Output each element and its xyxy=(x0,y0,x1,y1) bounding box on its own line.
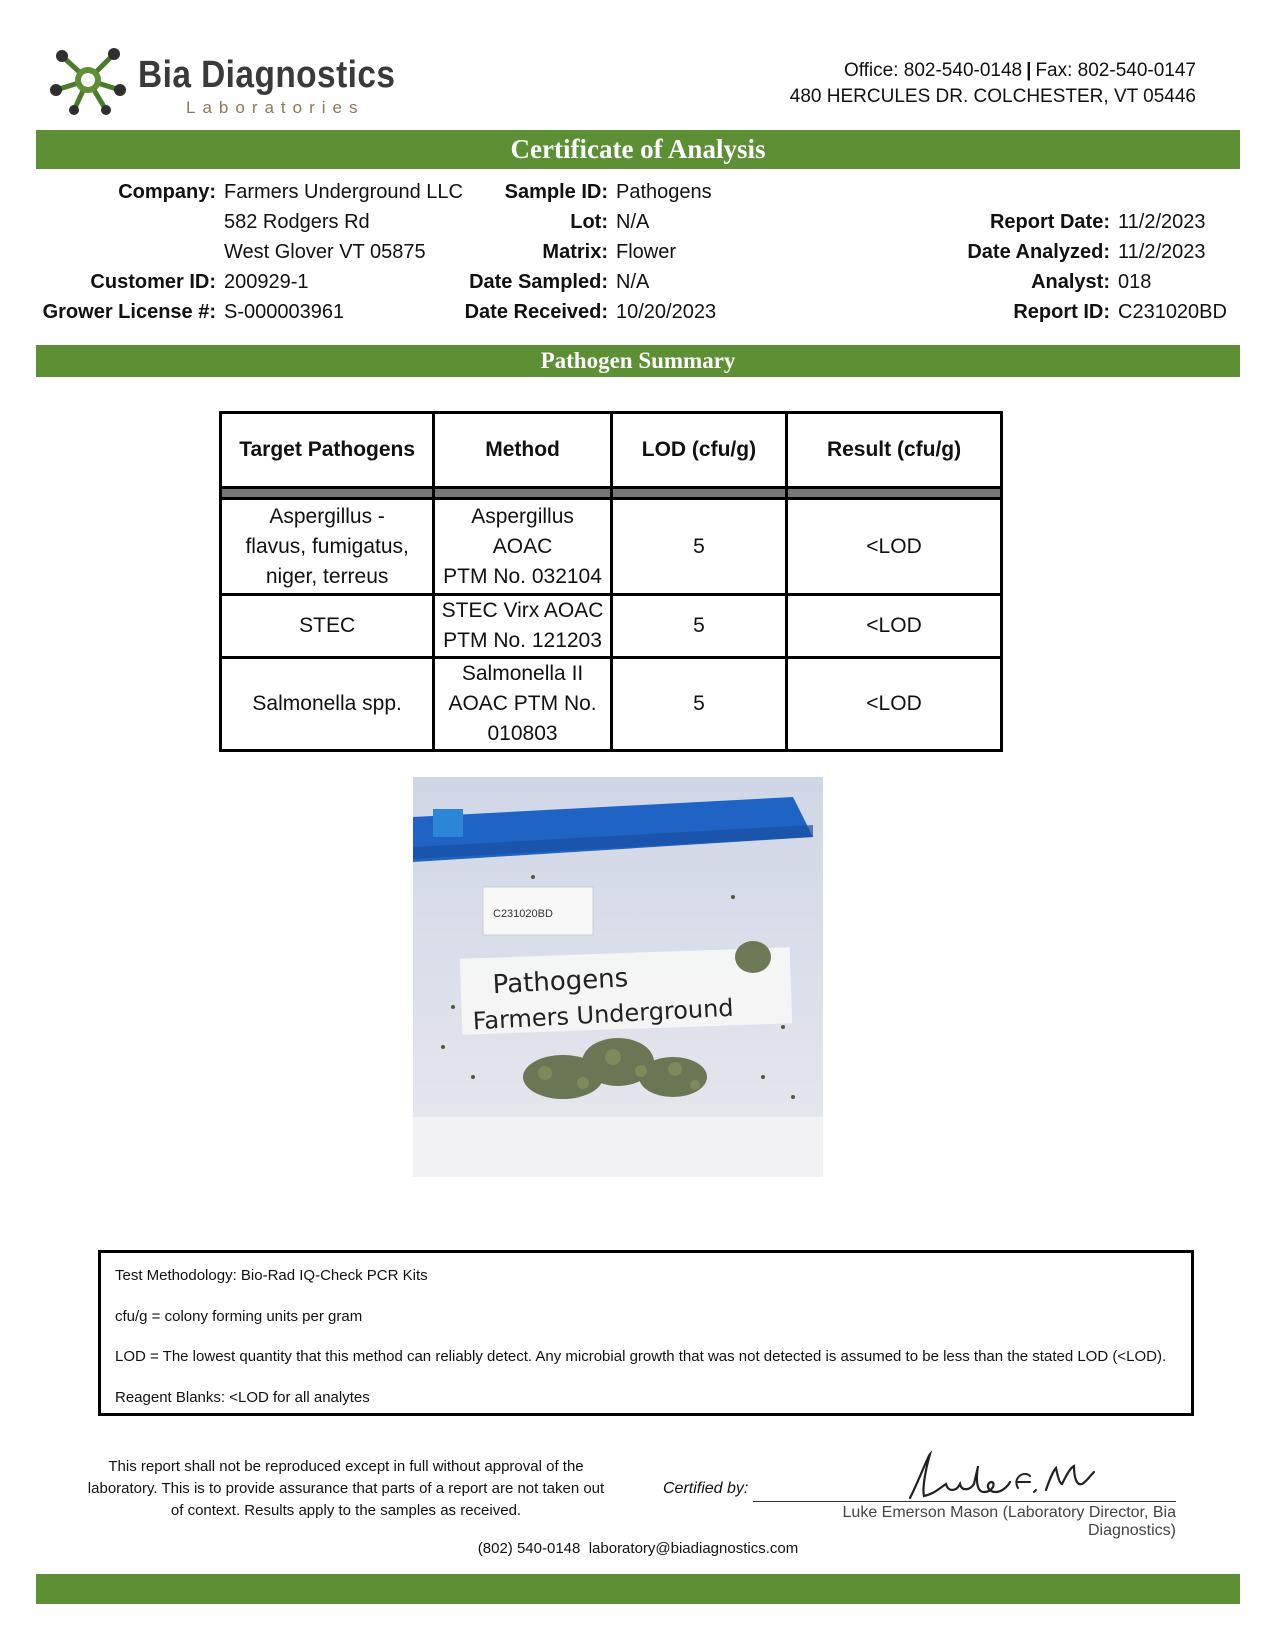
table-row xyxy=(221,658,1002,751)
column-header: Target Pathogens xyxy=(221,413,434,488)
table-header-row xyxy=(221,413,1002,488)
lot-value: N/A xyxy=(616,211,650,233)
lod-cell: 5 xyxy=(611,499,786,595)
sample-id-label: Sample ID: xyxy=(504,181,608,203)
lot-label: Lot: xyxy=(570,211,608,233)
sample-id-value: Pathogens xyxy=(616,181,712,203)
table-row xyxy=(221,595,1002,658)
method-cell: STEC Virx AOAC PTM No. 121203 xyxy=(434,595,612,658)
address-line-2: West Glover VT 05875 xyxy=(224,241,426,263)
grower-license-value: S-000003961 xyxy=(224,301,345,323)
column-header: Method xyxy=(434,413,612,488)
report-id-value: C231020BD xyxy=(1118,301,1227,323)
method-cell: Aspergillus AOAC PTM No. 032104 xyxy=(434,499,612,595)
column-header: Result (cfu/g) xyxy=(787,413,1002,488)
result-cell: <LOD xyxy=(787,658,1002,751)
certified-by-label: Certified by: xyxy=(663,1480,749,1497)
sample-bag-image xyxy=(413,777,823,1177)
pathogen-cell: STEC xyxy=(221,595,434,658)
fax-number: Fax: 802-540-0147 xyxy=(1035,60,1196,81)
lod-cell: 5 xyxy=(611,658,786,751)
office-phone: Office: 802-540-0148 xyxy=(843,60,1023,81)
header-separator xyxy=(221,488,1002,499)
date-sampled-value: N/A xyxy=(616,271,650,293)
report-id-label: Report ID: xyxy=(1013,301,1110,323)
note-line: Reagent Blanks: <LOD for all analytes xyxy=(115,1389,370,1406)
molecule-logo-icon xyxy=(48,44,128,116)
pathogen-cell: Aspergillus - flavus, fumigatus, niger, terreus xyxy=(221,499,434,595)
handwritten-label-1: Pathogens xyxy=(491,963,629,1001)
footer-band xyxy=(36,1574,1240,1604)
report-date-label: Report Date: xyxy=(989,211,1110,233)
matrix-value: Flower xyxy=(616,241,677,263)
column-header: LOD (cfu/g) xyxy=(611,413,786,488)
note-line: LOD = The lowest quantity that this method can reliably detect. Any microbial growth that was not detected is assumed to be less than the stated LOD (<LOD). xyxy=(115,1348,1167,1365)
handwritten-label-2: Farmers Underground xyxy=(472,993,735,1036)
signature-line xyxy=(753,1501,1176,1502)
page-title: Certificate of Analysis xyxy=(36,130,1240,169)
methodology-notes xyxy=(98,1250,1194,1416)
address-line-1: 582 Rodgers Rd xyxy=(224,211,370,233)
grower-license-label: Grower License #: xyxy=(42,301,216,323)
method-cell: Salmonella II AOAC PTM No. 010803 xyxy=(434,658,612,751)
lab-contact: Office: 802-540-0148 | Fax: 802-540-0147 480 HERCULES DR. COLCHESTER, VT 05446 xyxy=(790,58,1196,110)
date-received-label: Date Received: xyxy=(464,301,608,323)
note-line: cfu/g = colony forming units per gram xyxy=(115,1308,363,1325)
customer-id-label: Customer ID: xyxy=(90,271,216,293)
sample-photo xyxy=(413,777,823,1177)
footer-contact xyxy=(0,1540,1276,1557)
footer-phone: (802) 540-0148 xyxy=(477,1540,581,1557)
logo-name: Bia Diagnostics xyxy=(138,54,396,96)
section-title: Pathogen Summary xyxy=(36,345,1240,377)
date-received-value: 10/20/2023 xyxy=(616,301,717,323)
analyst-value: 018 xyxy=(1118,271,1152,293)
logo-subtitle: Laboratories xyxy=(186,98,365,117)
company-logo xyxy=(34,40,396,118)
analyst-label: Analyst: xyxy=(1031,271,1110,293)
lab-address: 480 HERCULES DR. COLCHESTER, VT 05446 xyxy=(789,86,1196,107)
printed-label-text: C231020BD xyxy=(493,908,553,920)
disclaimer: This report shall not be reproduced except in full without approval of the laboratory. This is to provide assurance that parts of a report are not taken out of context. Results apply to the samples as received. xyxy=(87,1458,605,1519)
result-cell: <LOD xyxy=(787,595,1002,658)
signature-icon xyxy=(900,1448,1100,1506)
table-row xyxy=(221,499,1002,595)
date-sampled-label: Date Sampled: xyxy=(469,271,608,293)
note-line: Test Methodology: Bio-Rad IQ-Check PCR Kits xyxy=(115,1267,428,1284)
pathogen-cell: Salmonella spp. xyxy=(221,658,434,751)
report-date-value: 11/2/2023 xyxy=(1118,211,1206,233)
company-label: Company: xyxy=(118,181,216,203)
company-value: Farmers Underground LLC xyxy=(224,181,463,203)
date-analyzed-value: 11/2/2023 xyxy=(1118,241,1206,263)
matrix-label: Matrix: xyxy=(542,241,608,263)
result-cell: <LOD xyxy=(787,499,1002,595)
signatory-name: Luke Emerson Mason (Laboratory Director, Bia Diagnostics) xyxy=(842,1504,1176,1539)
date-analyzed-label: Date Analyzed: xyxy=(967,241,1110,263)
lod-cell: 5 xyxy=(611,595,786,658)
pathogen-table xyxy=(219,411,1003,752)
customer-id-value: 200929-1 xyxy=(224,271,309,293)
footer-email[interactable]: laboratory@biadiagnostics.com xyxy=(588,1540,799,1557)
